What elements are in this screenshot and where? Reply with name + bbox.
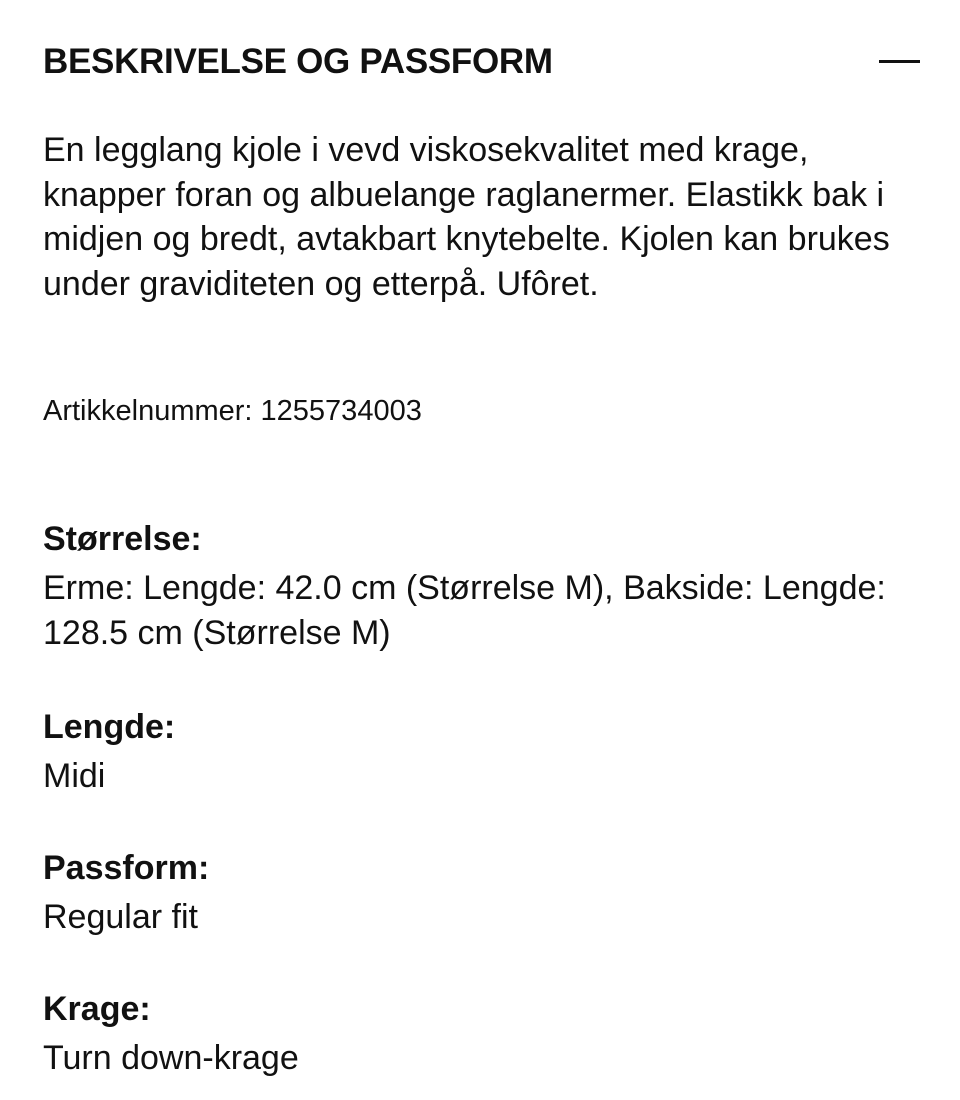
attribute-label: Passform:	[43, 849, 210, 887]
attribute-fit	[43, 846, 923, 940]
attribute-label: Lengde:	[43, 708, 176, 746]
attribute-value: Turn down-krage	[43, 1039, 299, 1077]
product-description: En legglang kjole i vevd viskosekvalitet med krage, knapper foran og albuelange raglanermer. Elastikk bak i midjen og bredt, avtakbart knytebelte. Kjolen kan brukes under graviditeten og etterpå. Ufôret.	[43, 131, 890, 303]
attribute-collar	[43, 987, 923, 1081]
attribute-length	[43, 705, 923, 799]
attribute-label: Størrelse:	[43, 520, 202, 558]
attribute-label: Krage:	[43, 990, 151, 1028]
collapse-toggle-button[interactable]	[875, 36, 923, 84]
attribute-size	[43, 517, 923, 655]
minus-icon	[879, 60, 920, 63]
section-header[interactable]	[43, 36, 923, 88]
attribute-value: Erme: Lengde: 42.0 cm (Størrelse M), Bakside: Lengde: 128.5 cm (Størrelse M)	[43, 569, 886, 652]
attribute-value: Midi	[43, 757, 106, 795]
section-title: BESKRIVELSE OG PASSFORM	[43, 42, 553, 81]
attribute-value: Regular fit	[43, 898, 198, 936]
article-number: Artikkelnummer: 1255734003	[43, 395, 422, 427]
